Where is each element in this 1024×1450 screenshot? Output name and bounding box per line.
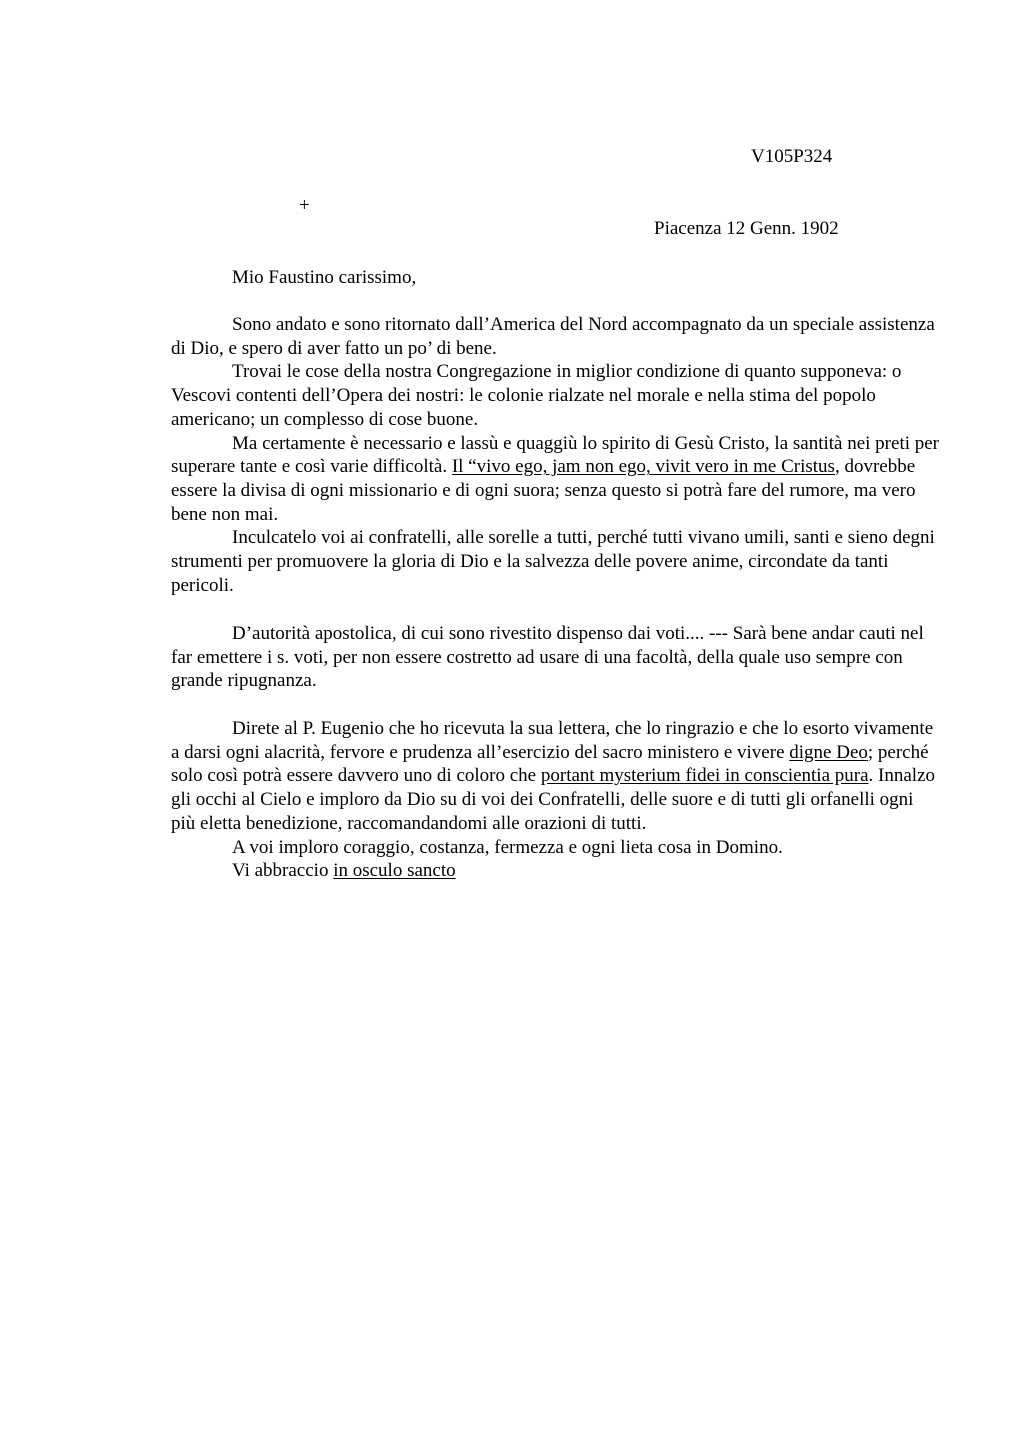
underlined-quote: Il “vivo ego, jam non ego, vivit vero in me Cristus <box>451 456 835 478</box>
underlined-phrase-in-osculo-sancto: in osculo sancto <box>333 860 456 882</box>
paragraph-return-from-america: Sono andato e sono ritornato dall’America del Nord accompagnato da un speciale assistenza di Dio, e spero di aver fatto un po’ di bene. <box>171 314 935 359</box>
letter-body-part-3 <box>171 717 941 883</box>
text-segment: ; perché solo così potrà essere davvero uno di coloro che <box>171 741 929 787</box>
underlined-phrase-digne-deo: digne Deo <box>789 741 868 763</box>
paragraph-courage: A voi imploro coraggio, costanza, fermezza e ogni lieta cosa in Domino. <box>232 836 783 858</box>
letter-date: Piacenza 12 Genn. 1902 <box>654 218 839 239</box>
letter-body-part-2 <box>171 622 941 693</box>
paragraph-closing <box>171 859 941 883</box>
underlined-phrase-portant-mysterium: portant mysterium fidei in conscientia pura <box>540 765 869 787</box>
paragraph-father-eugenio <box>171 717 941 836</box>
text-segment: Direte al P. Eugenio che ho ricevuta la sua lettera, che lo ringrazio e che lo esorto vivamente a darsi ogni alacrità, fervore e prudenza all’esercizio del sacro ministero e vivere <box>171 718 934 763</box>
text-segment: , dovrebbe essere la divisa di ogni missionario e di ogni suora; senza questo si potrà fare del rumore, ma vero bene non mai. <box>171 456 916 525</box>
paragraph-dispensation: D’autorità apostolica, di cui sono rivestito dispenso dai voti.... --- Sarà bene andar cauti nel far emettere i s. voti, per non essere costretto ad usare di una facoltà, della quale uso sempre con grande ripugnanza. <box>171 623 924 692</box>
paragraph-inculcate: Inculcatelo voi ai confratelli, alle sorelle a tutti, perché tutti vivano umili, santi e sieno degni strumenti per promuovere la gloria di Dio e la salvezza delle povere anime, circondate da tanti pericoli. <box>171 527 935 596</box>
paragraph-spirit-of-christ <box>171 432 941 527</box>
text-segment: Vi abbraccio <box>232 860 334 882</box>
paragraph-congregation-condition: Trovai le cose della nostra Congregazione in miglior condizione di quanto supponeva: o Vescovi contenti dell’Opera dei nostri: le colonie rialzate nel morale e nella stima del popolo americano; un complesso di cose buone. <box>171 361 902 430</box>
cross-mark: + <box>299 195 310 216</box>
salutation: Mio Faustino carissimo, <box>232 267 417 288</box>
letter-body-part-1 <box>171 313 941 597</box>
text-segment: . Innalzo gli occhi al Cielo e imploro da Dio su di voi dei Confratelli, delle suore e di tutti gli orfanelli ogni più eletta benedizione, raccomandandomi alle orazioni di tutti. <box>171 765 936 834</box>
text-segment: Ma certamente è necessario e lassù e quaggiù lo spirito di Gesù Cristo, la santità nei preti per superare tante e così varie difficoltà. <box>171 432 940 478</box>
document-code: V105P324 <box>751 146 833 167</box>
